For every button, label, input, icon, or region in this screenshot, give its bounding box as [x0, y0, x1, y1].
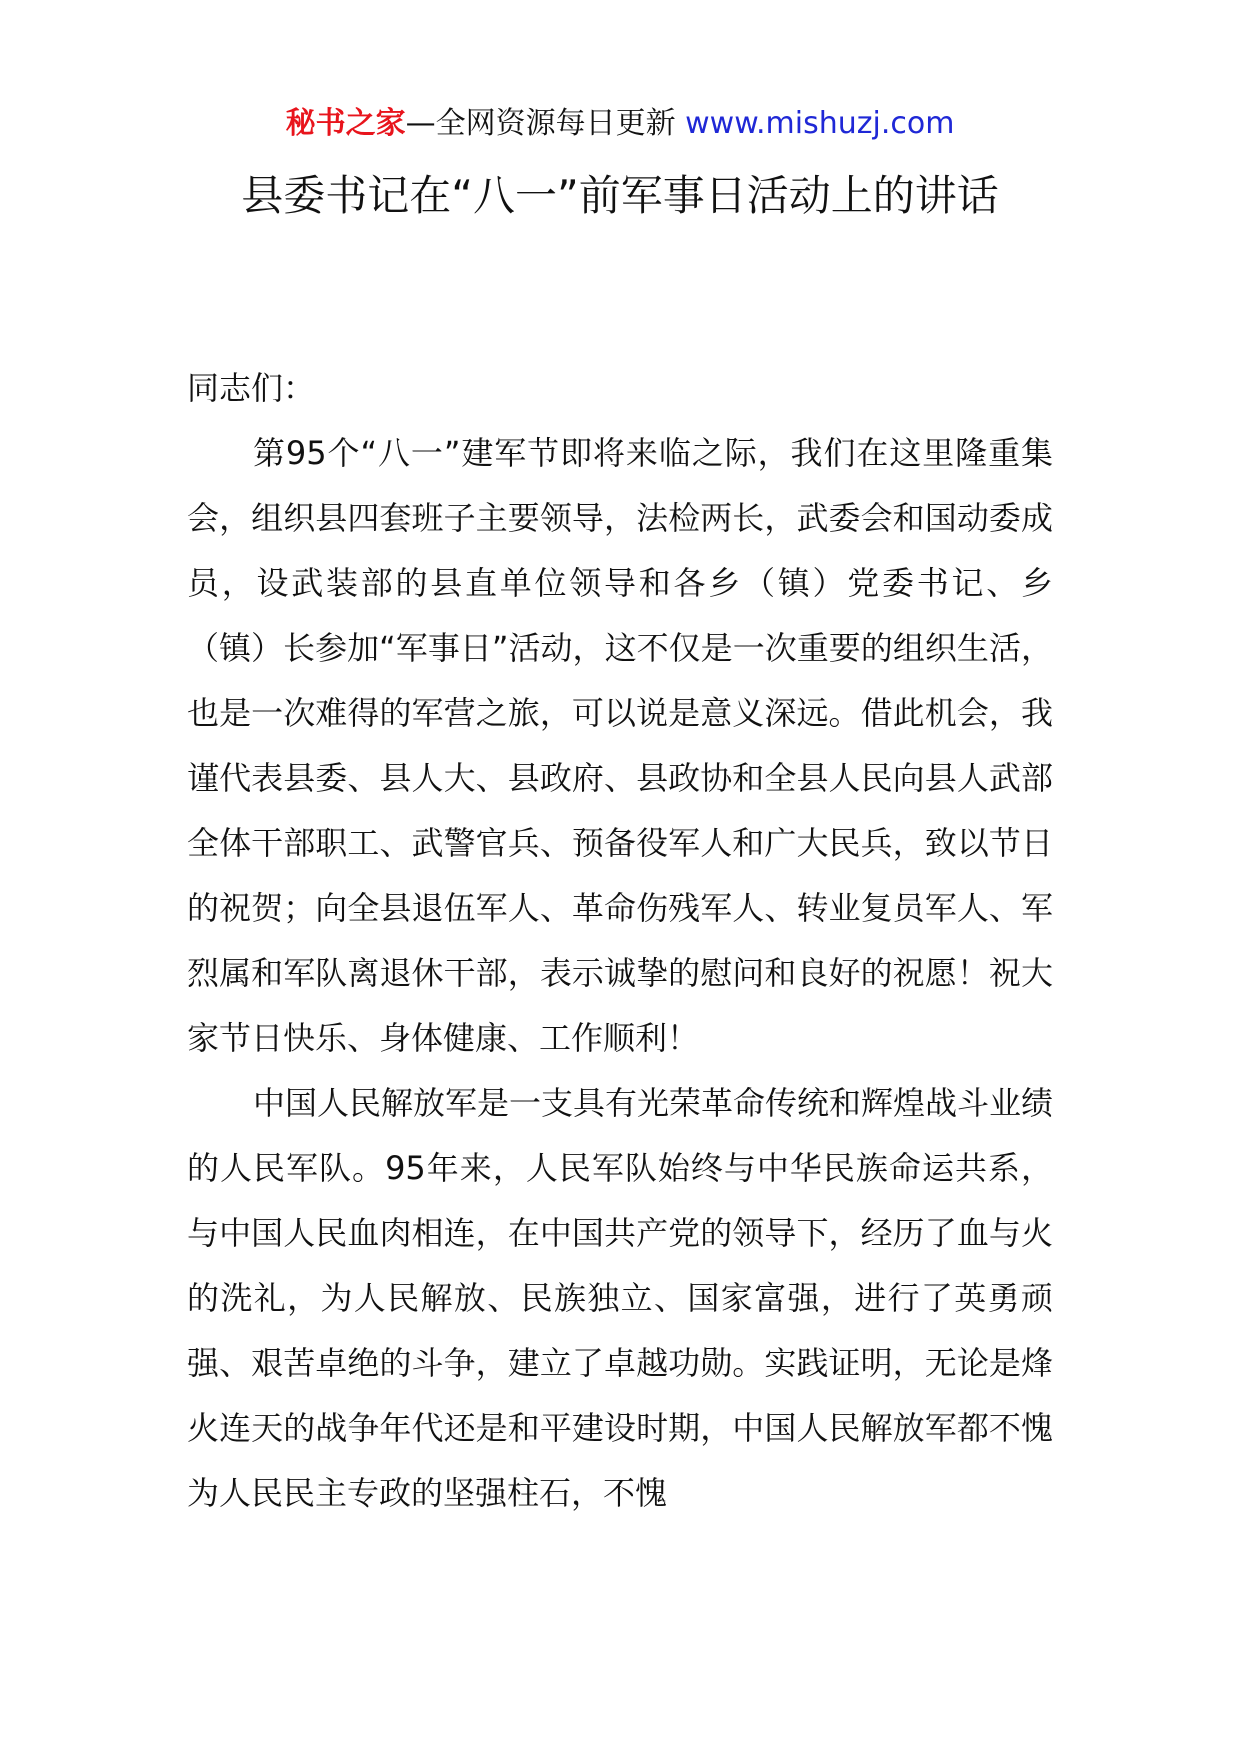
site-brand: 秘书之家: [285, 106, 406, 141]
site-slogan: —全网资源每日更新: [405, 106, 676, 141]
salutation: 同志们：: [187, 369, 316, 407]
body-paragraph-1: 第95个“八一”建军节即将来临之际，我们在这里隆重集会，组织县四套班子主要领导，法检两长，武委会和国动委成员，设武装部的县直单位领导和各乡（镇）党委书记、乡（镇）长参加“军事日”活动，这不仅是一次重要的组织生活，也是一次难得的军营之旅，可以说是意义深远。借此机会，我谨代表县委、县人大、县政府、县政协和全县人民向县人武部全体干部职工、武警官兵、预备役军人和广大民兵，致以节日的祝贺；向全县退伍军人、革命伤残军人、转业复员军人、军烈属和军队离退休干部，表示诚挚的慰问和良好的祝愿！祝大家节日快乐、身体健康、工作顺利！: [187, 434, 1053, 1057]
body-paragraph-2: 中国人民解放军是一支具有光荣革命传统和辉煌战斗业绩的人民军队。95年来，人民军队始终与中华民族命运共系，与中国人民血肉相连，在中国共产党的领导下，经历了血与火的洗礼，为人民解放、民族独立、国家富强，进行了英勇顽强、艰苦卓绝的斗争，建立了卓越功勋。实践证明，无论是烽火连天的战争年代还是和平建设时期，中国人民解放军都不愧为人民民主专政的坚强柱石，不愧: [187, 1084, 1054, 1512]
site-header: [0, 102, 1240, 146]
site-url-link[interactable]: www.mishuzj.com: [685, 106, 955, 141]
document-body: [187, 356, 1053, 1526]
document-title: 县委书记在“八一”前军事日活动上的讲话: [241, 171, 999, 220]
